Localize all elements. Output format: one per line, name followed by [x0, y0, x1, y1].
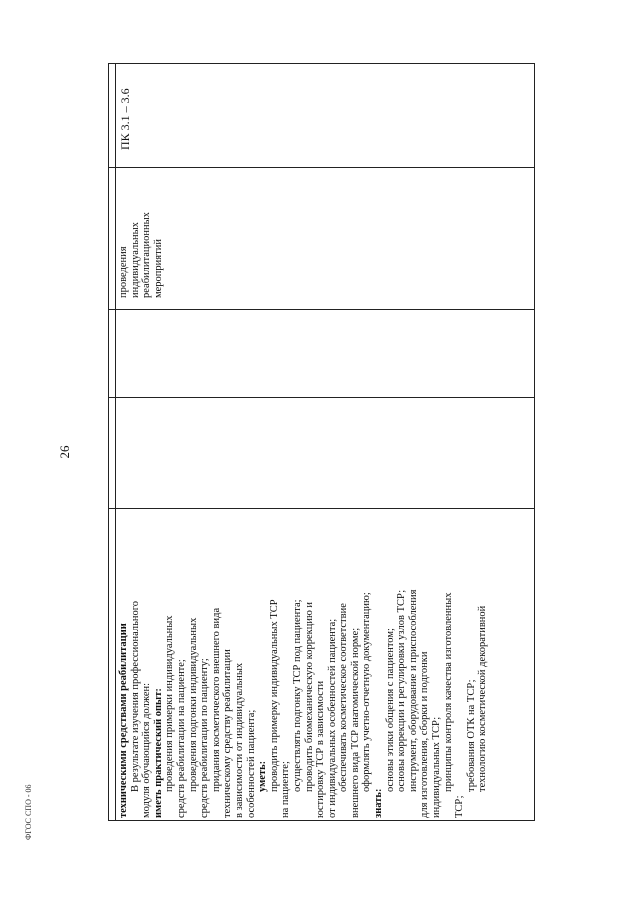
content-line: на пациенте;	[280, 761, 292, 818]
table-row-divider-3	[108, 397, 535, 398]
content-line: иметь практический опыт:	[152, 688, 164, 818]
content-line: придания косметического внешнего вида	[210, 607, 222, 792]
content-line: средств реабилитации на пациенте;	[175, 659, 187, 818]
table-right-edge	[534, 63, 535, 821]
table-col-divider	[115, 63, 116, 821]
content-line: юстировку ТСР в зависимости	[315, 680, 327, 818]
content-line: уметь:	[257, 760, 269, 792]
content-line: внешнего вида ТСР анатомической норме;	[349, 627, 361, 818]
content-line: технологию косметической декоративной	[477, 605, 489, 792]
table-top-border	[108, 63, 535, 64]
content-line: оформлять учетно-отчетную документацию;	[361, 592, 373, 792]
content-line: основы этики общения с пациентом;	[384, 628, 396, 792]
content-line: в зависимости от индивидуальных	[233, 662, 245, 818]
competence-cell	[120, 88, 132, 150]
table-left-edge	[108, 63, 109, 821]
content-line: инструмент, оборудование и приспособления	[407, 589, 419, 792]
content-line: В результате изучения профессионального	[129, 600, 141, 792]
content-line: индивидуальных ТСР;	[431, 716, 443, 818]
table-row-divider-1	[108, 167, 535, 168]
content-line: проводить биомеханическую коррекцию и	[303, 601, 315, 792]
content-line: проводить примерку индивидуальных ТСР	[268, 599, 280, 792]
content-cell	[118, 590, 489, 818]
purpose-line: индивидуальных	[129, 222, 141, 298]
content-line: для изготовления, сборки и подгонки	[419, 651, 431, 818]
content-line: проведения примерки индивидуальных	[164, 615, 176, 792]
content-line: модуля обучающийся должен:	[141, 682, 153, 818]
table-row-divider-2	[108, 309, 535, 310]
content-line: особенностей пациента;	[245, 709, 257, 818]
competence-code: ПК 3.1 – 3.6	[118, 88, 132, 150]
content-line: ТСР;	[454, 795, 466, 818]
content-line: средств реабилитации по пациенту;	[199, 658, 211, 818]
purpose-line: мероприятий	[152, 239, 164, 298]
purpose-line: реабилитационных	[141, 212, 153, 298]
content-line: техническому средству реабилитации	[222, 649, 234, 818]
content-line: осуществлять подгонку ТСР под пациента;	[291, 599, 303, 792]
content-line: проведения подгонки индивидуальных	[187, 617, 199, 792]
content-line: знать:	[373, 788, 385, 818]
footer-label: ФГОС СПО - 06	[24, 784, 33, 840]
content-line: принципы контроля качества изготовленных	[442, 592, 454, 792]
content-line: требования ОТК на ТСР;	[465, 679, 477, 792]
purpose-line: проведения	[118, 246, 129, 298]
purpose-cell	[118, 212, 164, 298]
page-number: 26	[57, 445, 72, 459]
content-line: техническими средствами реабилитации	[118, 623, 129, 818]
table-bottom-border	[108, 820, 535, 821]
table-row-divider-4	[108, 508, 535, 509]
content-line: обеспечивать косметическое соответствие	[338, 603, 350, 792]
content-line: основы коррекции и регулировки узлов ТСР;	[396, 589, 408, 792]
content-line: от индивидуальных особенностей пациента;	[326, 618, 338, 818]
